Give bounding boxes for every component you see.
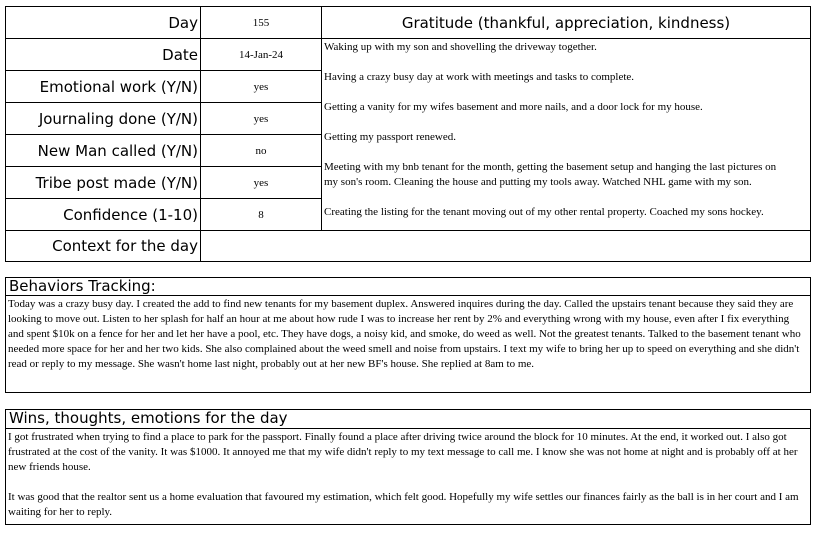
- value-context: [200, 230, 811, 262]
- value-emotional-work: yes: [200, 70, 322, 103]
- label-date: Date: [5, 38, 201, 71]
- value-new-man-called: no: [200, 134, 322, 167]
- value-day: 155: [200, 6, 322, 39]
- value-tribe-post: yes: [200, 166, 322, 199]
- wins-text: [5, 428, 811, 525]
- gratitude-item: Getting a vanity for my wifes basement and more nails, and a door lock for my house.: [324, 101, 703, 113]
- label-day: Day: [5, 6, 201, 39]
- gratitude-item: Waking up with my son and shovelling the driveway together.: [324, 41, 597, 53]
- value-date: 14-Jan-24: [200, 38, 322, 71]
- value-confidence: 8: [200, 198, 322, 231]
- label-tribe-post: Tribe post made (Y/N): [5, 166, 201, 199]
- behaviors-paragraph: Today was a crazy busy day. I created the add to find new tenants for my basement duplex. Answered inquires during the day. Called the upstairs tenant because they said they are looking to move out. Listen to her splash for half an hour at me about how rude I was to increase her rent by 2% and everything wrong with my house, even after I fix everything and spent $10k on a fence for her and let her have a pool, etc. They have dogs, a noisy kid, and smoke, do weed as well. Not the greatest tenants. Talked to the basement tenant who needed more space for her and her two kids. She also complained about the weed smell and noise from upstairs. I text my wife to bring her up to speed on everything and she didn't read or reply to my message. She wasn't home last night, probably out at her new BF's house. She replied at 8am to me.: [8, 298, 801, 370]
- value-journaling: yes: [200, 102, 322, 135]
- label-new-man-called: New Man called (Y/N): [5, 134, 201, 167]
- label-emotional-work: Emotional work (Y/N): [5, 70, 201, 103]
- behaviors-text: [5, 295, 811, 393]
- gratitude-item: Getting my passport renewed.: [324, 131, 456, 143]
- gratitude-item: Having a crazy busy day at work with meetings and tasks to complete.: [324, 71, 635, 83]
- wins-paragraph-2: It was good that the realtor sent us a home evaluation that favoured my estimation, which felt good. Hopefully my wife settles our finances fairly as the ball is in her court and I am waiting for her to reply.: [8, 491, 799, 518]
- label-confidence: Confidence (1-10): [5, 198, 201, 231]
- gratitude-item: my son's room. Cleaning the house and putting my tools away. Watched NHL game with my son.: [324, 176, 752, 188]
- gratitude-item: Creating the listing for the tenant moving out of my other rental property. Coached my sons hockey.: [324, 206, 764, 218]
- gratitude-item: Meeting with my bnb tenant for the month, getting the basement setup and hanging the last pictures on: [324, 161, 777, 173]
- label-context: Context for the day: [5, 230, 201, 262]
- gratitude-heading: Gratitude (thankful, appreciation, kindness): [321, 6, 811, 39]
- wins-title: Wins, thoughts, emotions for the day: [5, 409, 811, 429]
- wins-paragraph-1: I got frustrated when trying to find a place to park for the passport. Finally found a place after driving twice around the block for 10 minutes. At the end, it worked out. I also got frustrated at the cost of the vanity. It was $1000. It annoyed me that my wife didn't reply to my text message to call me. I know she was not home at night and is probably off at her new friends house.: [8, 431, 798, 473]
- behaviors-title: Behaviors Tracking:: [5, 277, 811, 296]
- label-journaling: Journaling done (Y/N): [5, 102, 201, 135]
